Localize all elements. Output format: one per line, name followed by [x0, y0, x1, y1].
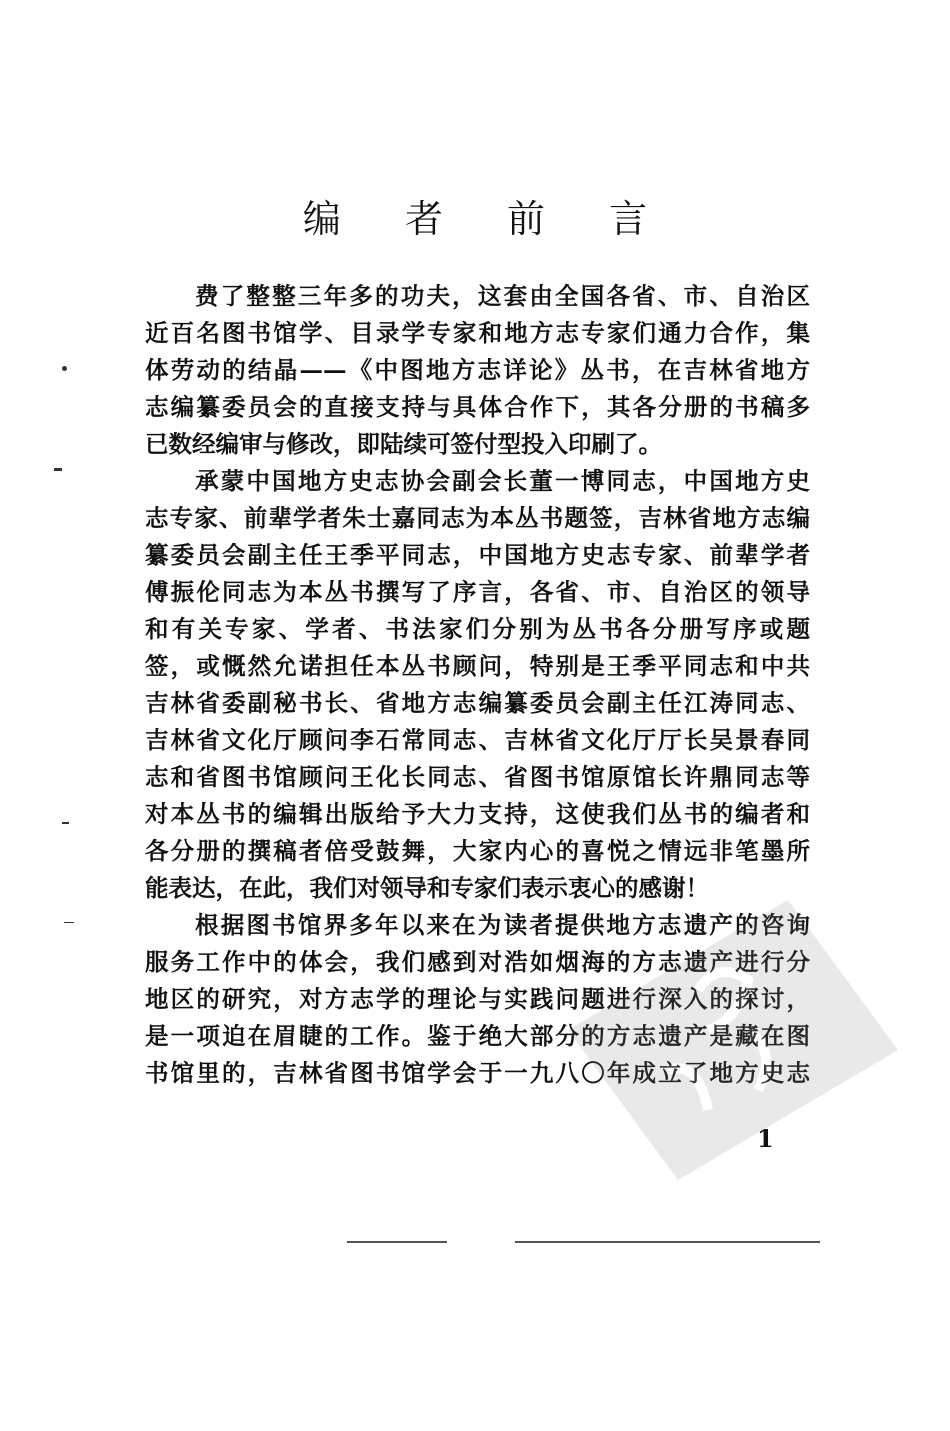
text-line: 吉林省委副秘书长、省地方志编纂委员会副主任江涛同志、: [145, 689, 810, 717]
text-line: 书馆里的，吉林省图书馆学会于一九八〇年成立了地方史志: [145, 1059, 810, 1087]
library-stamp-watermark: [548, 880, 908, 1200]
text-line: 体劳动的结晶——《中图地方志详论》丛书，在吉林省地方: [145, 356, 810, 384]
text-line: 服务工作中的体会，我们感到对浩如烟海的方志遗产进行分: [145, 948, 810, 976]
text-line: 签，或慨然允诺担任本丛书顾问，特别是王季平同志和中共: [145, 652, 810, 680]
text-line: 近百名图书馆学、目录学专家和地方志专家们通力合作，集: [145, 319, 810, 347]
text-line: 志专家、前辈学者朱士嘉同志为本丛书题签，吉林省地方志编: [145, 504, 810, 532]
scan-rule: [515, 1241, 820, 1243]
scan-speck: [62, 822, 69, 824]
page-number: 1: [757, 1124, 774, 1153]
text-line: 各分册的撰稿者倍受鼓舞，大家内心的喜悦之情远非笔墨所: [145, 837, 810, 865]
text-line: 纂委员会副主任王季平同志，中国地方史志专家、前辈学者: [145, 541, 810, 569]
scan-rule: [347, 1241, 447, 1243]
text-line: 费了整整三年多的功夫，这套由全国各省、市、自治区: [195, 282, 810, 310]
page-title: 编 者 前 言: [302, 197, 674, 241]
text-line: 承蒙中国地方史志协会副会长董一博同志，中国地方史: [195, 467, 810, 495]
text-line: 志和省图书馆顾问王化长同志、省图书馆原馆长许鼎同志等: [145, 763, 810, 791]
text-line: 根据图书馆界多年以来在为读者提供地方志遗产的咨询: [195, 911, 810, 939]
text-line: 吉林省文化厅顾问李石常同志、吉林省文化厅厅长吴景春同: [145, 726, 810, 754]
text-line: 和有关专家、学者、书法家们分别为丛书各分册写序或题: [145, 615, 810, 643]
text-line: 已数经编审与修改，即陆续可签付型投入印刷了。: [145, 430, 662, 458]
text-line: 对本丛书的编辑出版给予大力支持，这使我们丛书的编者和: [145, 800, 810, 828]
text-line: 志编纂委员会的直接支持与具体合作下，其各分册的书稿多: [145, 393, 810, 421]
text-line: 地区的研究，对方志学的理论与实践问题进行深入的探讨，: [145, 985, 810, 1013]
scan-speck: [62, 366, 67, 371]
scan-speck: [54, 468, 62, 471]
text-line: 傅振伦同志为本丛书撰写了序言，各省、市、自治区的领导: [145, 578, 810, 606]
text-line: 是一项迫在眉睫的工作。鉴于绝大部分的方志遗产是藏在图: [145, 1022, 810, 1050]
scan-speck: [64, 922, 74, 923]
text-line: 能表达，在此，我们对领导和专家们表示衷心的感谢！: [145, 874, 709, 902]
